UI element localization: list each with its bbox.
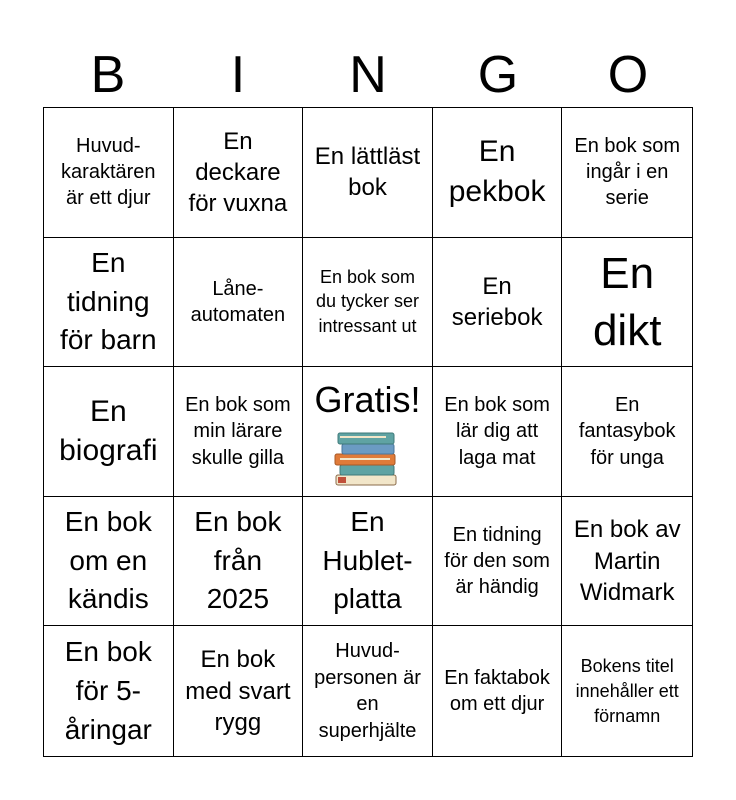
cell-text: En bok från 2025 [194,506,282,615]
bingo-cell[interactable] [44,367,174,497]
cell-text: En bok som min lärare skulle gilla [185,393,291,469]
bingo-cell[interactable] [562,497,692,627]
cell-text: En pekbok [448,135,546,209]
bingo-cell[interactable] [174,367,304,497]
bingo-cell[interactable] [174,626,304,756]
header-letter-n: N [349,46,387,104]
header-letter-b: B [90,46,126,104]
bingo-cell[interactable] [303,238,433,368]
bingo-cell[interactable] [44,626,174,756]
cell-text: Huvud-karaktären är ett djur [61,134,156,210]
cell-text: En bok som ingår i en serie [574,134,680,210]
bingo-header [43,44,693,106]
header-letter-g: G [477,46,519,104]
cell-text: En Hublet-platta [322,506,413,615]
cell-text: En tidning för barn [60,246,157,356]
cell-text: Bokens titel innehåller ett förnamn [575,655,679,726]
bingo-cell[interactable] [562,626,692,756]
cell-text: Låne-automaten [190,277,286,326]
cell-text: En bok som du tycker ser intressant ut [315,266,420,337]
bingo-cell[interactable] [562,108,692,238]
cell-text: En bok för 5-åringar [64,636,152,745]
bingo-cell[interactable] [44,238,174,368]
bingo-cell[interactable] [433,108,563,238]
bingo-cell[interactable] [303,108,433,238]
bingo-cell[interactable] [433,367,563,497]
cell-text: En deckare för vuxna [188,127,288,217]
cell-text: En bok av Martin Widmark [573,516,681,606]
cell-text: En seriebok [451,272,543,331]
bingo-cell[interactable] [44,108,174,238]
cell-text: En faktabok om ett djur [444,666,550,716]
books-stack-icon [332,425,402,487]
bingo-cell[interactable] [174,238,304,368]
cell-text: En bok om en kändis [64,506,152,615]
cell-text: En dikt [592,248,662,355]
header-letter-i: I [230,46,246,104]
header-letter-o: O [607,46,649,104]
cell-text: En biografi [59,394,158,468]
bingo-cell[interactable] [44,497,174,627]
bingo-cell[interactable] [303,626,433,756]
bingo-cell[interactable] [562,238,692,368]
bingo-cell[interactable] [433,497,563,627]
cell-text: En fantasybok för unga [578,393,676,469]
bingo-cell[interactable] [433,238,563,368]
bingo-cell[interactable] [303,497,433,627]
cell-text: Huvud-personen är en superhjälte [314,640,421,742]
bingo-cell[interactable] [562,367,692,497]
bingo-cell[interactable] [174,497,304,627]
bingo-cell[interactable] [174,108,304,238]
free-space-label: Gratis! [314,378,421,420]
cell-text: En bok med svart rygg [185,646,291,736]
cell-text: En bok som lär dig att laga mat [444,393,550,469]
bingo-board [43,107,693,757]
bingo-cell[interactable] [433,626,563,756]
cell-text: En tidning för den som är händig [444,523,550,599]
free-space-cell[interactable] [303,367,433,497]
cell-text: En lättläst bok [314,143,421,202]
